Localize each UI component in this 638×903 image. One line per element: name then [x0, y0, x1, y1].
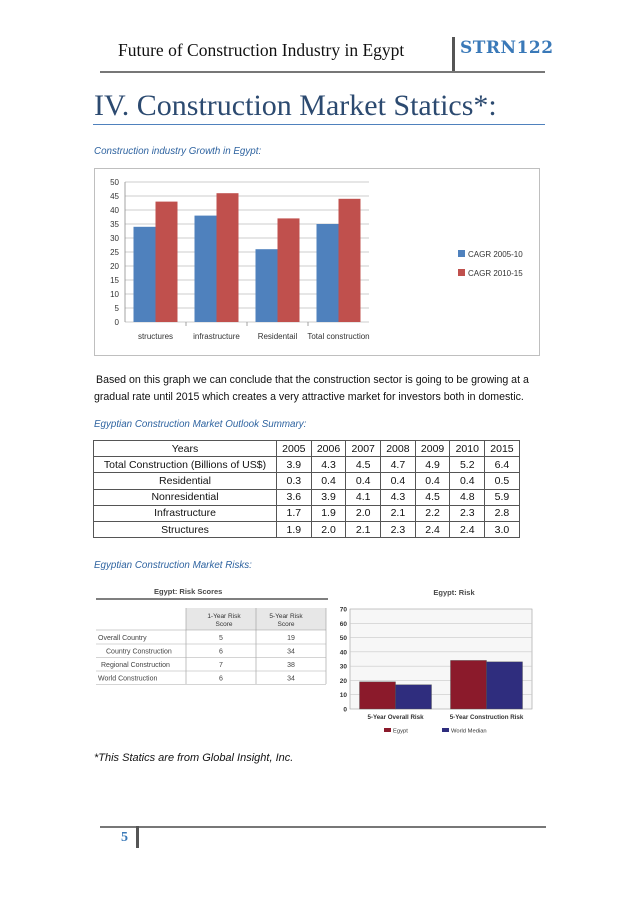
risk-ytick-label: 20	[339, 677, 347, 685]
growth-bar-chart	[94, 168, 540, 356]
risk-score-5yr: 34	[287, 675, 295, 683]
risk-ytick-label: 40	[339, 649, 347, 657]
outlook-header-cell: 2015	[485, 441, 520, 457]
document-header-title: Future of Construction Industry in Egypt	[118, 40, 405, 60]
footer-divider	[136, 826, 139, 848]
risk-bar	[451, 660, 487, 709]
outlook-cell: 2.4	[450, 521, 485, 537]
outlook-cell: 0.4	[415, 473, 450, 489]
outlook-cell: 2.3	[381, 521, 416, 537]
risk-col1-header: 1-Year Risk Score	[207, 613, 241, 628]
risk-bar	[360, 682, 396, 709]
risk-score-5yr: 38	[287, 662, 295, 669]
risk-col2-header: 5-Year Risk Score	[269, 613, 303, 628]
outlook-header-cell: 2010	[450, 441, 485, 457]
outlook-cell: Structures	[94, 521, 277, 537]
risk-scores-title: Egypt: Risk Scores	[154, 587, 223, 596]
outlook-cell: 5.2	[450, 457, 485, 473]
outlook-header-cell: 2007	[346, 441, 381, 457]
risk-score-1yr: 6	[219, 648, 223, 656]
outlook-cell: 2.4	[415, 521, 450, 537]
document-code: STRN122	[460, 38, 554, 58]
growth-category-label: Residentail	[257, 332, 298, 341]
risk-legend-swatch	[442, 728, 449, 732]
growth-ytick-label: 20	[110, 262, 119, 271]
outlook-row	[94, 505, 520, 521]
growth-ytick-label: 30	[110, 234, 119, 243]
growth-bar	[256, 249, 278, 322]
growth-ytick-label: 0	[114, 318, 119, 327]
risk-ytick-label: 50	[339, 635, 347, 643]
growth-bar	[339, 199, 361, 322]
risk-score-5yr: 19	[287, 635, 295, 642]
page-number: 5	[121, 830, 128, 845]
growth-category-label: Total construction	[307, 332, 370, 341]
growth-bar	[278, 218, 300, 322]
page-title: IV. Construction Market Statics*:	[94, 89, 497, 122]
risk-score-row-label: Overall Country	[98, 635, 147, 642]
outlook-cell: 3.9	[311, 489, 346, 505]
outlook-row	[94, 521, 520, 537]
risk-legend-label: Egypt	[393, 728, 408, 735]
footnote: *This Statics are from Global Insight, Inc.	[94, 752, 294, 764]
risk-ytick-label: 0	[343, 706, 347, 714]
outlook-cell: 0.4	[346, 473, 381, 489]
growth-legend-label: CAGR 2005-10	[468, 250, 523, 259]
growth-category-label: structures	[137, 332, 174, 341]
outlook-cell: 2.1	[381, 505, 416, 521]
paragraph-line-1: Based on this graph we can conclude that the construction sector is going to be growing at a	[96, 374, 529, 386]
growth-ytick-label: 5	[114, 304, 119, 313]
outlook-cell: 4.5	[346, 457, 381, 473]
outlook-cell: 4.5	[415, 489, 450, 505]
outlook-cell: 0.4	[311, 473, 346, 489]
outlook-cell: Infrastructure	[94, 505, 277, 521]
growth-ytick-label: 35	[110, 220, 119, 229]
header-divider	[452, 37, 455, 71]
outlook-cell: 0.4	[381, 473, 416, 489]
section-label-outlook: Egyptian Construction Market Outlook Summary:	[94, 419, 307, 430]
growth-ytick-label: 10	[110, 290, 119, 299]
outlook-header-row	[94, 441, 520, 457]
outlook-header-cell: 2008	[381, 441, 416, 457]
risk-bar	[396, 685, 432, 709]
growth-bar	[156, 202, 178, 322]
risk-bar	[487, 662, 523, 709]
risk-chart-title: Egypt: Risk	[433, 588, 475, 597]
growth-bar	[217, 193, 239, 322]
outlook-cell: 1.7	[277, 505, 312, 521]
outlook-cell: 0.4	[450, 473, 485, 489]
outlook-cell: Nonresidential	[94, 489, 277, 505]
outlook-header-cell: Years	[94, 441, 277, 457]
growth-legend-swatch	[458, 250, 465, 257]
header-rule	[100, 71, 545, 73]
risk-ytick-label: 30	[339, 663, 347, 671]
outlook-cell: 6.4	[485, 457, 520, 473]
outlook-cell: 2.1	[346, 521, 381, 537]
risk-category-label: 5-Year Construction Risk	[449, 714, 524, 721]
outlook-cell: 1.9	[311, 505, 346, 521]
growth-legend-label: CAGR 2010-15	[468, 269, 523, 278]
risk-score-row-label: Country Construction	[106, 648, 172, 656]
outlook-header-cell: 2005	[277, 441, 312, 457]
outlook-cell: 5.9	[485, 489, 520, 505]
outlook-cell: Residential	[94, 473, 277, 489]
growth-category-label: infrastructure	[193, 332, 240, 341]
outlook-cell: 2.0	[311, 521, 346, 537]
paragraph-line-2: gradual rate until 2015 which creates a very attractive market for investors both in domestic.	[94, 391, 524, 403]
outlook-table	[93, 440, 520, 538]
section-label-risks: Egyptian Construction Market Risks:	[94, 560, 252, 571]
growth-bar	[195, 216, 217, 322]
risk-score-row-label: Regional Construction	[101, 662, 170, 669]
risk-ytick-label: 60	[339, 620, 347, 628]
outlook-cell: 2.2	[415, 505, 450, 521]
risk-legend-label: World Median	[451, 728, 487, 735]
footer-rule	[100, 826, 546, 828]
outlook-cell: 1.9	[277, 521, 312, 537]
title-underline	[93, 124, 545, 125]
outlook-header-cell: 2006	[311, 441, 346, 457]
risk-bar-chart	[330, 583, 542, 743]
outlook-row	[94, 457, 520, 473]
outlook-cell: 4.3	[311, 457, 346, 473]
outlook-cell: 2.8	[485, 505, 520, 521]
risk-ytick-label: 70	[339, 606, 347, 614]
outlook-row	[94, 473, 520, 489]
growth-ytick-label: 40	[110, 206, 119, 215]
risk-score-row-label: World Construction	[98, 675, 158, 683]
outlook-cell: 2.3	[450, 505, 485, 521]
outlook-cell: 4.3	[381, 489, 416, 505]
outlook-cell: 2.0	[346, 505, 381, 521]
growth-ytick-label: 45	[110, 192, 119, 201]
risk-category-label: 5-Year Overall Risk	[367, 714, 424, 721]
risk-score-1yr: 6	[219, 675, 223, 683]
outlook-cell: 3.6	[277, 489, 312, 505]
outlook-cell: 4.7	[381, 457, 416, 473]
section-label-growth: Construction industry Growth in Egypt:	[94, 146, 262, 157]
outlook-cell: 0.5	[485, 473, 520, 489]
risk-score-1yr: 7	[219, 662, 223, 669]
outlook-cell: 0.3	[277, 473, 312, 489]
growth-bar	[134, 227, 156, 322]
outlook-header-cell: 2009	[415, 441, 450, 457]
outlook-cell: 3.9	[277, 457, 312, 473]
outlook-cell: Total Construction (Billions of US$)	[94, 457, 277, 473]
outlook-cell: 3.0	[485, 521, 520, 537]
growth-bar	[317, 224, 339, 322]
outlook-cell: 4.1	[346, 489, 381, 505]
risk-legend-swatch	[384, 728, 391, 732]
risk-ytick-label: 10	[339, 692, 347, 700]
risk-scores-table	[96, 582, 328, 690]
growth-ytick-label: 50	[110, 178, 119, 187]
risk-score-5yr: 34	[287, 648, 295, 656]
outlook-row	[94, 489, 520, 505]
risk-score-1yr: 5	[219, 635, 223, 642]
growth-ytick-label: 25	[110, 248, 119, 257]
growth-ytick-label: 15	[110, 276, 119, 285]
outlook-cell: 4.9	[415, 457, 450, 473]
outlook-cell: 4.8	[450, 489, 485, 505]
growth-legend-swatch	[458, 269, 465, 276]
